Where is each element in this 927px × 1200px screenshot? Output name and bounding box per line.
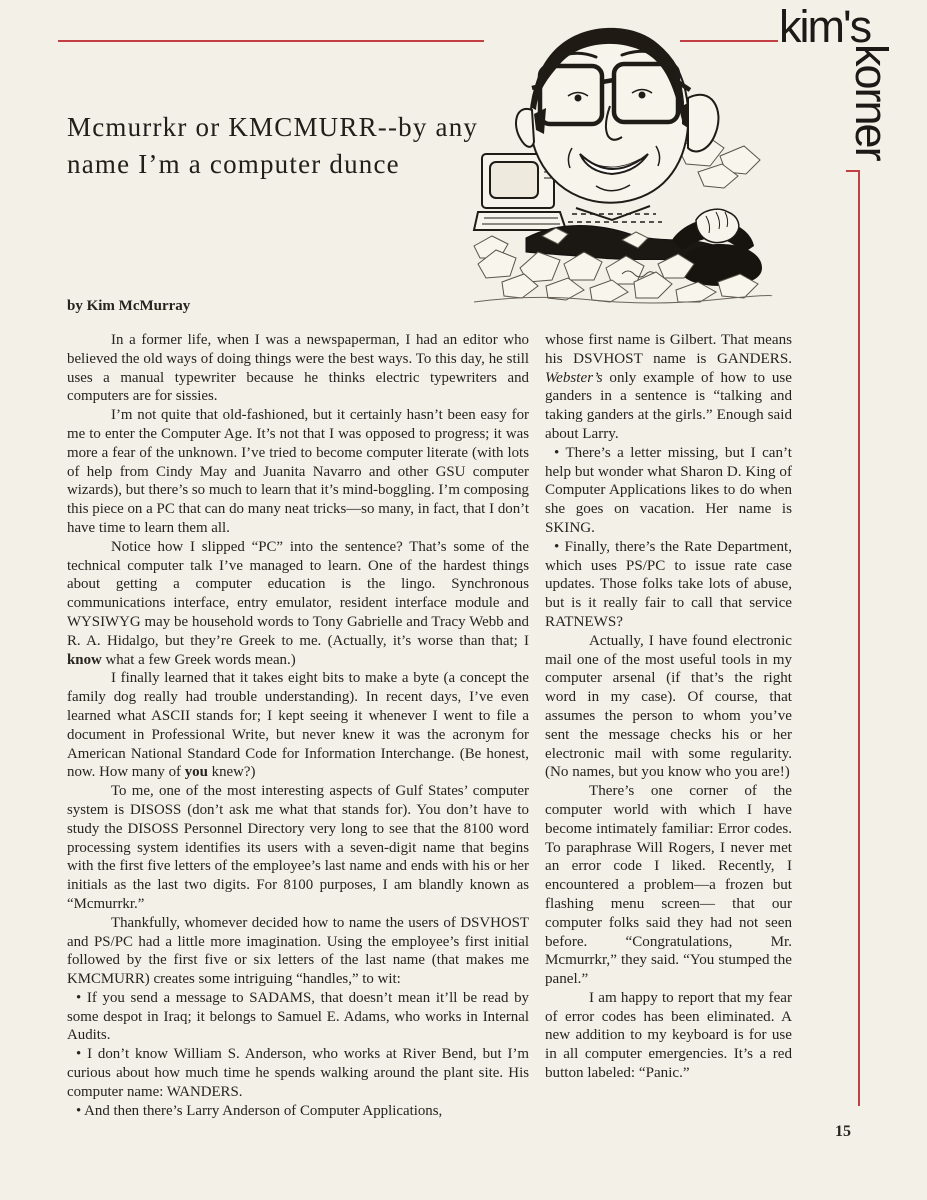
paragraph [545,782,792,989]
paragraph [545,331,792,444]
masthead-kims-label: kim's [779,1,871,52]
bullet-icon: • [76,989,87,1006]
text-run: I am happy to report that my fear of error codes has been eliminated. A new addition to my keyboard is for use in all computer emergencies. It’s a red button labeled: “Panic.” [545,989,792,1082]
article-left-column [67,331,529,1120]
bullet-icon: • [554,538,565,555]
text-run: And then there’s Larry Anderson of Computer Applications, [84,1102,443,1119]
paragraph [67,669,529,782]
text-run: Finally, there’s the Rate Department, which uses PS/PC to issue rate case updates. Those folks take lots of abuse, but is it really fair to call that service RATNEWS? [545,538,792,630]
text-run: There’s one corner of the computer world with which I have become intimately familiar: Error codes. To paraphrase Will Rogers, I never met an error code I liked. Recently, I encountered a problem—a frozen but flashing menu screen— that our computer folks said they had not seen before. “Congratulations, Mr. Mcmurrkr,” they said. “You stumped the panel.” [545,783,792,988]
text-run: I’m not quite that old-fashioned, but it certainly hasn’t been easy for me to enter the Computer Age. It’s not that I was opposed to progress; it was more a fear of the unknown. I’ve tried to become computer literate (with lots of help from Cindy May and Juanita Navarro and other GSU computer wizards), but there’s so much to learn that it’s mind-boggling. I’m composing this piece on a PC that can do many neat tricks—so many, in fact, that I don’t have time to learn them all. [67,407,529,536]
text-run: whose first name is Gilbert. That means his DSVHOST name is GANDERS. [545,332,792,367]
paragraph [67,406,529,538]
text-run: what a few Greek words mean.) [101,651,296,668]
page-number: 15 [835,1123,851,1140]
paragraph [67,331,529,406]
bullet-item [67,989,529,1045]
text-run: In a former life, when I was a newspaperman, I had an editor who believed the old ways of doing things were the best ways. To this day, he still uses a manual typewriter because he thinks electric typewriters and computers are for sissies. [67,332,529,405]
left-ear [516,109,534,147]
text-run: Webster’s [545,369,603,386]
paragraph [67,782,529,914]
paragraph [67,538,529,670]
bullet-item [67,1045,529,1101]
bullet-icon: • [554,444,566,461]
text-run: There’s a letter missing, but I can’t help but wonder what Sharon D. King of Computer Applications likes to do when she goes on vacation. Her name is SKING. [545,444,792,536]
paragraph [67,914,529,989]
bullet-icon: • [76,1046,88,1063]
text-run: Actually, I have found electronic mail one of the most useful tools in my computer arsenal (if that’s the right word in my case). Of course, that assumes the person to whom you’ve sent the message checks his or her electronic mail with some regularity. (No names, but you know who you are!) [545,632,792,781]
text-run: know [67,651,102,668]
article-title-line1: Mcmurrkr or KMCMURR--by any [67,112,479,142]
text-run: To me, one of the most interesting aspects of Gulf States’ computer system is DISOSS (don’t ask me what that stands for). You don’t have to study the DISOSS Personnel Directory very long to see that the 8100 word processing system identifies its users with a seven-digit name that begins with the first five letters of the employee’s last name and ends with his or her initials as the last two digits. For 8100 purposes, I am blandly known as “Mcmurrkr.” [67,783,529,912]
text-run: If you send a message to SADAMS, that doesn’t mean it’ll be read by some despot in Iraq; it belongs to Samuel E. Adams, who works in Internal Audits. [67,989,529,1044]
article-right-column [545,331,792,1083]
red-rule-vertical [858,170,860,1106]
caricature-illustration [472,6,774,308]
text-run: I finally learned that it takes eight bits to make a byte (a concept the family dog really had trouble understanding). In recent days, I’ve even learned what ASCII stands for; I kept seeing it whenever I went to file a document in Professional Write, but never knew it was the acronym for American National Standard Code for Information Interchange. (Be honest, now. How many of [67,670,529,781]
text-run: I don’t know William S. Anderson, who works at River Bend, but I’m curious about how much time he spends walking around the plant site. His computer name: WANDERS. [67,1046,530,1100]
bullet-item [545,444,792,538]
text-run: Notice how I slipped “PC” into the sentence? That’s some of the technical computer talk I’ve managed to learn. One of the hardest things about getting a computer education is the lingo. Synchronous communications interface, entry emulator, resident interface module and WYSIWYG may be household words to Tony Gabrielle and Tracy Webb and R. A. Hidalgo, but they’re Greek to me. (Actually, it’s worse than that; I [67,538,529,649]
article-title [67,109,478,183]
paragraph [545,632,792,782]
text-run: Thankfully, whomever decided how to name the users of DSVHOST and PS/PC had a little more imagination. Using the employee’s first initial followed by the first five or six letters of the last name (that makes me KMCMURR) creates some intriguing “handles,” to wit: [67,914,529,988]
byline: by Kim McMurray [67,298,191,314]
text-run: only example of how to use ganders in a sentence is “talking and taking ganders at the girls.” Enough said about Larry. [545,369,792,442]
bullet-item [545,538,792,632]
paragraph [545,989,792,1083]
masthead-korner-label: korner [846,44,897,160]
text-run: you [184,764,208,781]
article-title-line2: name I’m a computer dunce [67,149,400,179]
bullet-icon: • [76,1102,85,1119]
bullet-item [67,1102,529,1121]
red-rule-top-left [58,40,484,42]
text-run: knew?) [207,764,256,781]
